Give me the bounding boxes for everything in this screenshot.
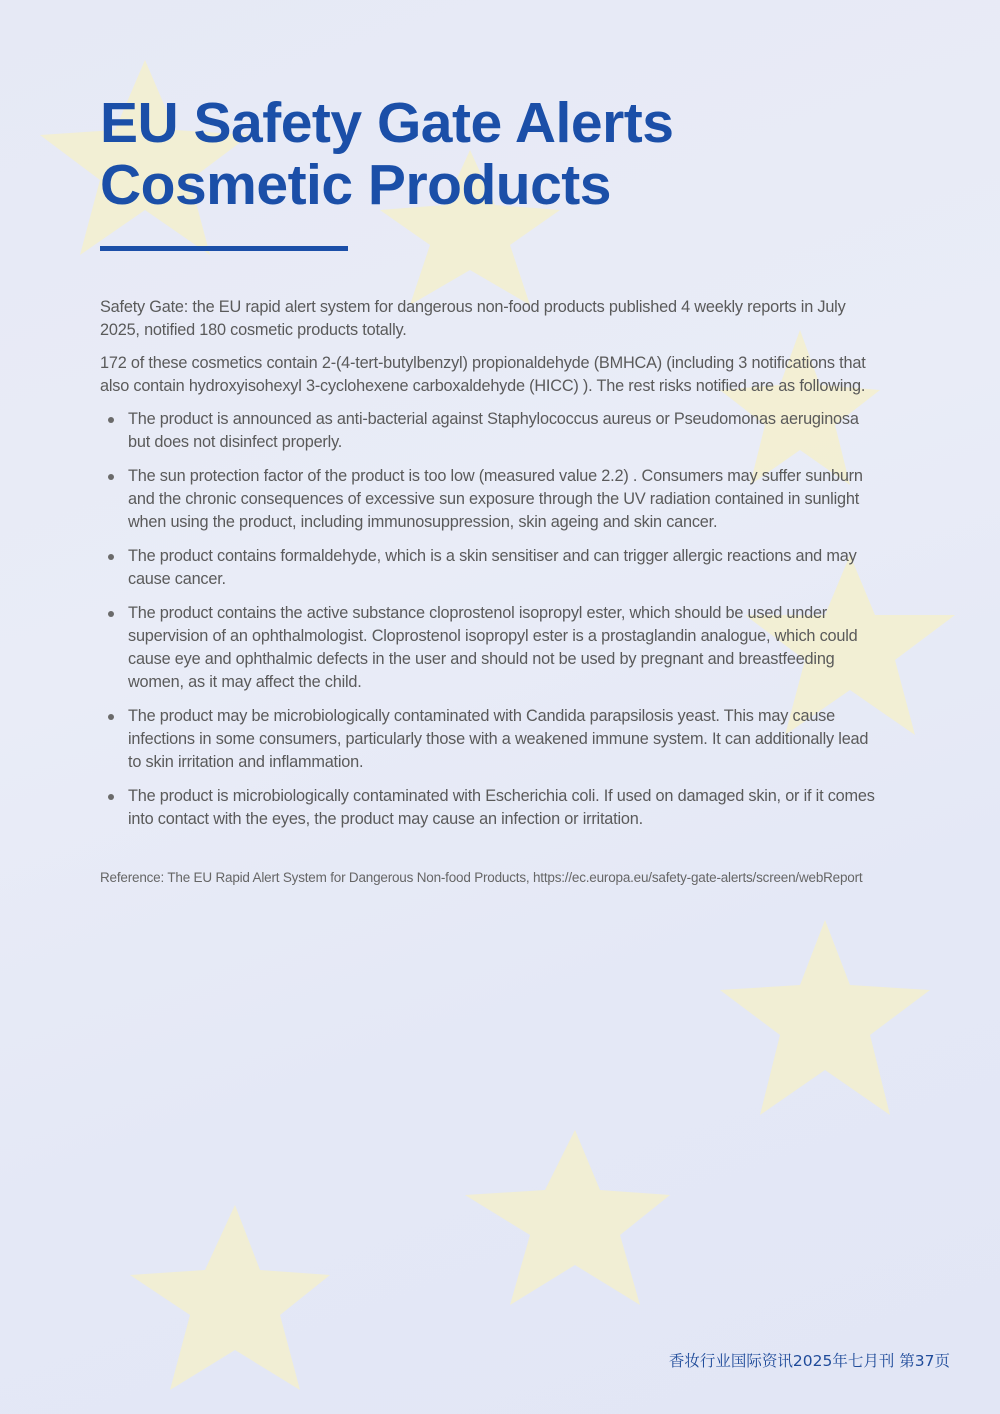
article (100, 92, 875, 897)
bullet-icon (108, 417, 114, 423)
risk-list-item: The product contains formaldehyde, which is a skin sensitiser and can trigger allergic reactions and may cause cancer. (128, 545, 875, 591)
reference-note: Reference: The EU Rapid Alert System for Dangerous Non-food Products, https://ec.europa.eu/safety-gate-alerts/screen/webReport (100, 870, 863, 885)
bullet-icon (108, 714, 114, 720)
title-underline-divider (100, 246, 348, 251)
risk-list-item: The sun protection factor of the product is too low (measured value 2.2) . Consumers may suffer sunburn and the chronic consequences of excessive sun exposure through the UV radiation contained in sunlight when using the product, including immunosuppression, skin ageing and skin cancer. (128, 465, 875, 534)
bullet-icon (108, 794, 114, 800)
risk-list (100, 408, 875, 831)
intro-paragraph: Safety Gate: the EU rapid alert system for dangerous non-food products published 4 weekly reports in July 2025, notified 180 cosmetic products totally. (100, 298, 846, 339)
star-icon (465, 1130, 670, 1305)
bullet-icon (108, 474, 114, 480)
intro-paragraph: 172 of these cosmetics contain 2-(4-tert-butylbenzyl) propionaldehyde (BMHCA) (including 3 notifications that also contain hydroxyisohexyl 3-cyclohexene carboxaldehyde (HICC) ). The rest risks notified are as following. (100, 354, 866, 395)
title-line-2: Cosmetic Products (100, 153, 611, 217)
title-line-1: EU Safety Gate Alerts (100, 91, 674, 155)
bullet-icon (108, 611, 114, 617)
risk-list-item: The product contains the active substance cloprostenol isopropyl ester, which should be used under supervision of an ophthalmologist. Cloprostenol isopropyl ester is a prostaglandin analogue, which could cause eye and ophthalmic defects in the user and should not be used by pregnant and breastfeeding women, as it may affect the child. (128, 602, 875, 694)
star-icon (130, 1205, 330, 1390)
bullet-icon (108, 554, 114, 560)
page-title (100, 92, 875, 216)
risk-list-item: The product is microbiologically contaminated with Escherichia coli. If used on damaged skin, or if it comes into contact with the eyes, the product may cause an infection or irritation. (128, 785, 875, 831)
risk-list-item: The product is announced as anti-bacterial against Staphylococcus aureus or Pseudomonas aeruginosa but does not disinfect properly. (128, 408, 875, 454)
risk-list-item: The product may be microbiologically contaminated with Candida parapsilosis yeast. This may cause infections in some consumers, particularly those with a weakened immune system. It can additionally lead to skin irritation and inflammation. (128, 705, 875, 774)
star-icon (720, 920, 930, 1115)
page-footer: 香妆行业国际资讯2025年七月刊 第37页 (668, 1352, 950, 1370)
